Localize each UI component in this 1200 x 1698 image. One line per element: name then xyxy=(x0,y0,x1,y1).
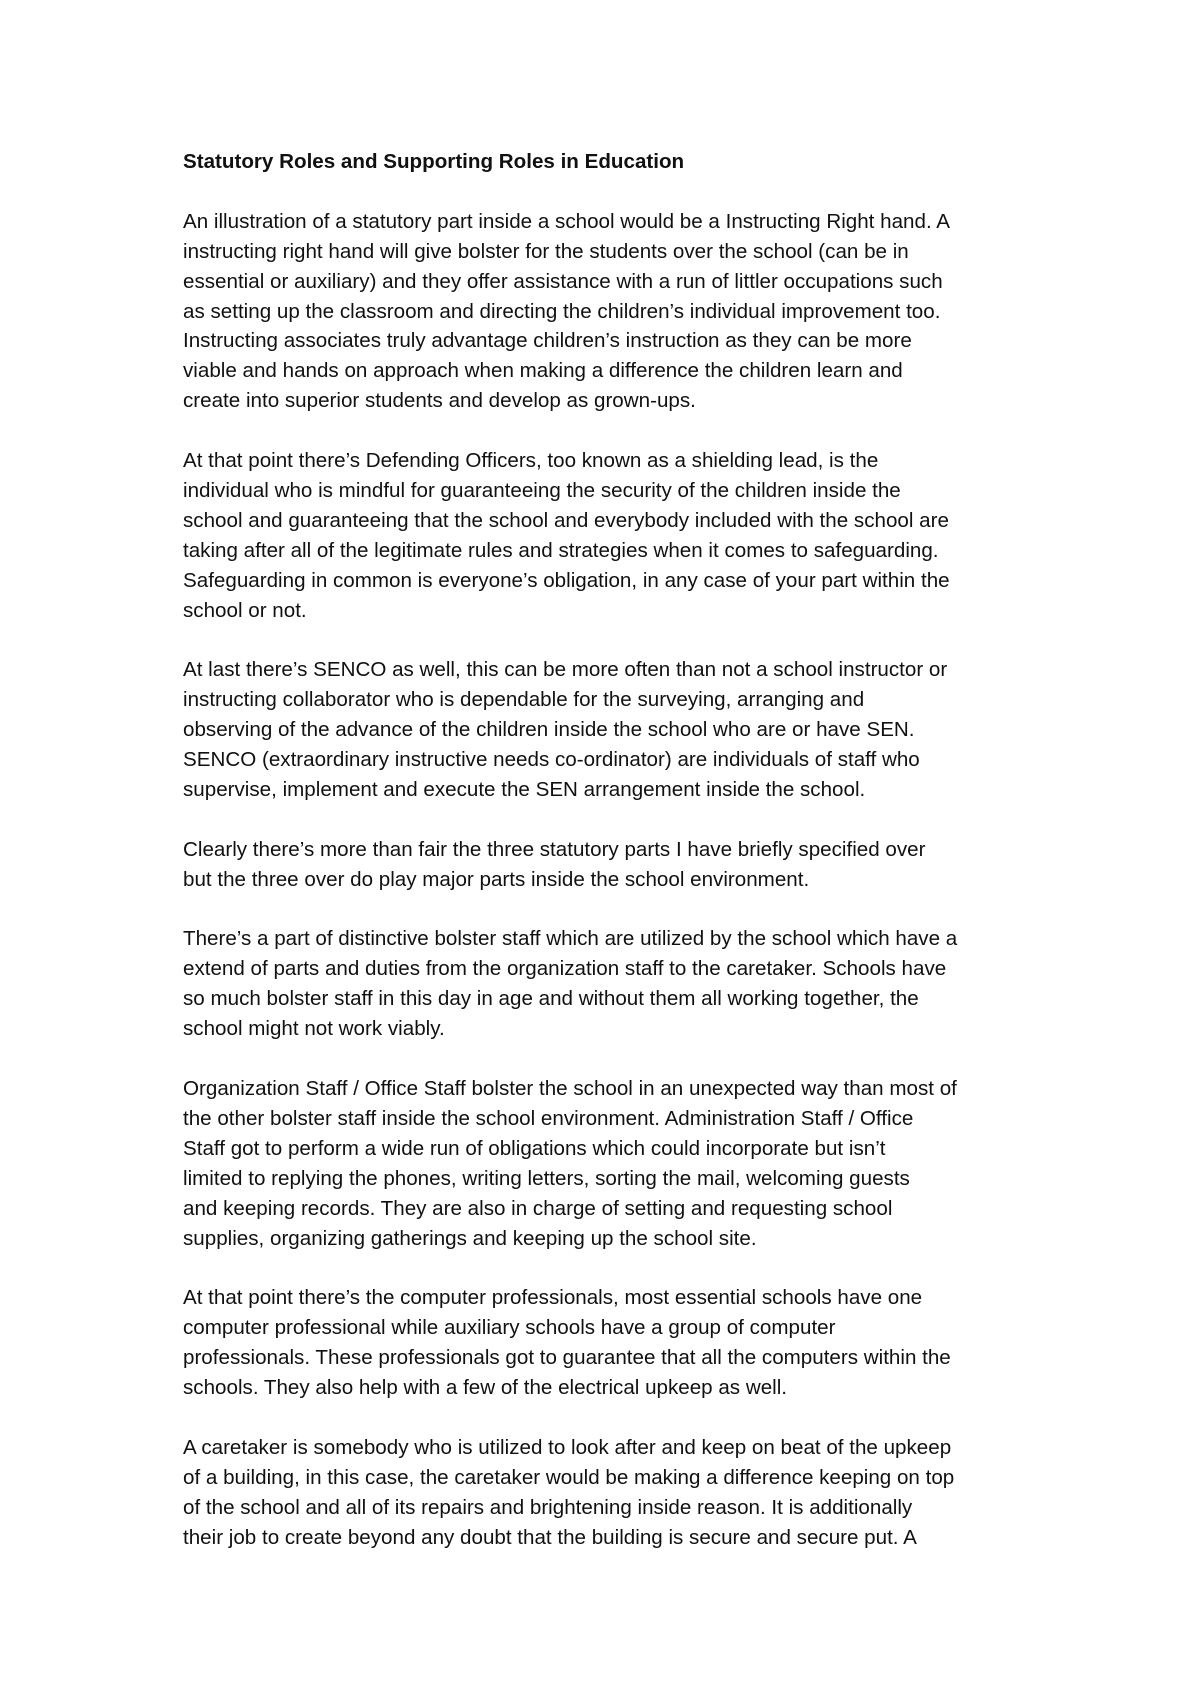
text-line: their job to create beyond any doubt that the building is secure and secure put. A xyxy=(183,1525,917,1549)
text-line: instructing collaborator who is dependable for the surveying, arranging and xyxy=(183,688,865,712)
document-body xyxy=(183,147,1038,1582)
paragraph-caretaker xyxy=(183,1433,1038,1553)
text-line: supplies, organizing gatherings and keeping up the school site. xyxy=(183,1226,757,1250)
text-line: A caretaker is somebody who is utilized to look after and keep on beat of the upkeep xyxy=(183,1435,952,1459)
paragraph-support-staff xyxy=(183,924,1038,1044)
text-line: limited to replying the phones, writing letters, sorting the mail, welcoming guests xyxy=(183,1166,910,1190)
text-line: extend of parts and duties from the organization staff to the caretaker. Schools have xyxy=(183,957,947,981)
text-line: SENCO (extraordinary instructive needs co-ordinator) are individuals of staff who xyxy=(183,748,920,772)
text-line: Instructing associates truly advantage children’s instruction as they can be more xyxy=(183,329,912,353)
text-line: There’s a part of distinctive bolster staff which are utilized by the school which have a xyxy=(183,927,958,951)
text-line: essential or auxiliary) and they offer assistance with a run of littler occupations such xyxy=(183,269,943,293)
text-line: instructing right hand will give bolster for the students over the school (can be in xyxy=(183,239,909,263)
text-line: Organization Staff / Office Staff bolster the school in an unexpected way than most of xyxy=(183,1077,957,1100)
paragraph-senco xyxy=(183,655,1038,805)
text-line: so much bolster staff in this day in age and without them all working together, the xyxy=(183,987,919,1011)
text-line: An illustration of a statutory part inside a school would be a Instructing Right hand. A xyxy=(183,209,950,233)
paragraph-summary xyxy=(183,835,1038,895)
text-line: of a building, in this case, the caretaker would be making a difference keeping on top xyxy=(183,1465,955,1489)
paragraph-teaching-assistant xyxy=(183,207,1038,416)
text-line: At last there’s SENCO as well, this can be more often than not a school instructor or xyxy=(183,658,948,682)
text-line: Staff got to perform a wide run of obligations which could incorporate but isn’t xyxy=(183,1136,886,1160)
paragraph-safeguarding xyxy=(183,446,1038,625)
text-line: but the three over do play major parts inside the school environment. xyxy=(183,867,810,891)
text-line: professionals. These professionals got to guarantee that all the computers within the xyxy=(183,1346,951,1370)
paragraph-computer-professionals xyxy=(183,1283,1038,1403)
text-line: as setting up the classroom and directing the children’s individual improvement too. xyxy=(183,299,941,323)
text-line: school and guaranteeing that the school and everybody included with the school are xyxy=(183,508,949,532)
text-line: individual who is mindful for guaranteeing the security of the children inside the xyxy=(183,478,901,502)
text-line: school might not work viably. xyxy=(183,1017,445,1041)
text-line: supervise, implement and execute the SEN arrangement inside the school. xyxy=(183,777,866,801)
text-line: school or not. xyxy=(183,598,307,622)
text-line: At that point there’s the computer professionals, most essential schools have one xyxy=(183,1286,923,1310)
text-line: create into superior students and develop as grown-ups. xyxy=(183,389,696,413)
text-line: schools. They also help with a few of the electrical upkeep as well. xyxy=(183,1376,788,1400)
text-line: Safeguarding in common is everyone’s obligation, in any case of your part within the xyxy=(183,568,950,592)
text-line: computer professional while auxiliary schools have a group of computer xyxy=(183,1316,836,1340)
text-line: and keeping records. They are also in charge of setting and requesting school xyxy=(183,1196,893,1220)
text-line: Clearly there’s more than fair the three statutory parts I have briefly specified over xyxy=(183,837,926,861)
text-line: the other bolster staff inside the school environment. Administration Staff / Office xyxy=(183,1106,914,1130)
text-line: observing of the advance of the children inside the school who are or have SEN. xyxy=(183,718,915,742)
text-line: of the school and all of its repairs and brightening inside reason. It is additionally xyxy=(183,1495,913,1519)
text-line: At that point there’s Defending Officers, too known as a shielding lead, is the xyxy=(183,449,879,473)
paragraph-office-staff xyxy=(183,1074,1038,1253)
text-line: taking after all of the legitimate rules and strategies when it comes to safeguarding. xyxy=(183,538,939,562)
document-title: Statutory Roles and Supporting Roles in Education xyxy=(183,150,685,173)
text-line: viable and hands on approach when making a difference the children learn and xyxy=(183,359,903,383)
